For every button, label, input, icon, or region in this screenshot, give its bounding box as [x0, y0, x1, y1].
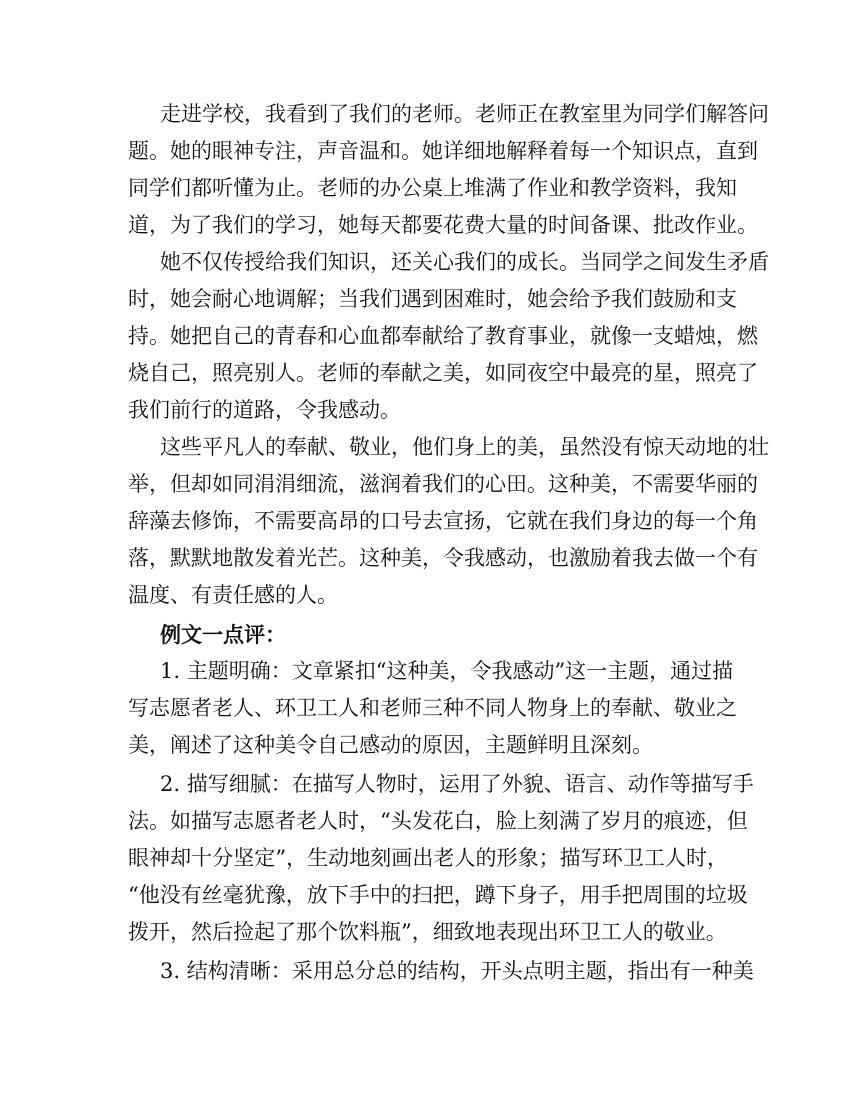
text-line: 她不仅传授给我们知识，还关心我们的成长。当同学之间发生矛盾	[160, 250, 769, 274]
text-line: 眼神却十分坚定”，生动地刻画出老人的形象；描写环卫工人时，	[128, 846, 728, 870]
paragraph-teacher	[128, 96, 769, 244]
text-line: 题。她的眼神专注，声音温和。她详细地解释着每一个知识点，直到	[128, 139, 758, 163]
text-line: 3. 结构清晰：采用总分总的结构，开头点明主题，指出有一种美	[160, 959, 754, 983]
text-line: 举，但却如同涓涓细流，滋润着我们的心田。这种美，不需要华丽的	[128, 472, 758, 496]
text-line: 辞藻去修饰，不需要高昂的口号去宣扬，它就在我们身边的每一个角	[128, 509, 758, 533]
text-line: 同学们都听懂为止。老师的办公桌上堆满了作业和教学资料，我知	[128, 176, 737, 200]
text-line: 法。如描写志愿者老人时，“头发花白，脸上刻满了岁月的痕迹，但	[128, 809, 748, 833]
review-item-structure	[128, 953, 754, 990]
text-line: 时，她会耐心地调解；当我们遇到困难时，她会给予我们鼓励和支	[128, 287, 737, 311]
review-item-theme	[128, 653, 737, 764]
text-line: 我们前行的道路，令我感动。	[128, 398, 401, 422]
text-line: 道，为了我们的学习，她每天都要花费大量的时间备课、批改作业。	[128, 213, 758, 237]
text-line: “他没有丝毫犹豫，放下手中的扫把，蹲下身子，用手把周围的垃圾	[128, 883, 748, 907]
text-line: 持。她把自己的青春和心血都奉献给了教育事业，就像一支蜡烛，燃	[128, 324, 758, 348]
paragraph-conclusion	[128, 429, 769, 614]
text-line: 1. 主题明确：文章紧扣“这种美，令我感动”这一主题，通过描	[160, 659, 734, 683]
document-body	[128, 96, 769, 990]
text-line: 2. 描写细腻：在描写人物时，运用了外貌、语言、动作等描写手	[160, 772, 754, 796]
text-line: 这些平凡人的奉献、敬业，他们身上的美，虽然没有惊天动地的壮	[160, 435, 769, 459]
paragraph-care	[128, 244, 769, 429]
review-item-description	[128, 766, 754, 951]
text-line: 走进学校，我看到了我们的老师。老师正在教室里为同学们解答问	[160, 102, 769, 126]
text-line: 温度、有责任感的人。	[128, 583, 338, 607]
text-line: 落，默默地散发着光芒。这种美，令我感动，也激励着我去做一个有	[128, 546, 758, 570]
text-line: 拨开，然后捡起了那个饮料瓶”，细致地表现出环卫工人的敬业。	[128, 920, 727, 944]
text-line: 烧自己，照亮别人。老师的奉献之美，如同夜空中最亮的星，照亮了	[128, 361, 758, 385]
text-line: 美，阐述了这种美令自己感动的原因，主题鲜明且深刻。	[128, 733, 653, 757]
review-heading: 例文一点评：	[160, 622, 286, 647]
text-line: 写志愿者老人、环卫工人和老师三种不同人物身上的奉献、敬业之	[128, 696, 737, 720]
